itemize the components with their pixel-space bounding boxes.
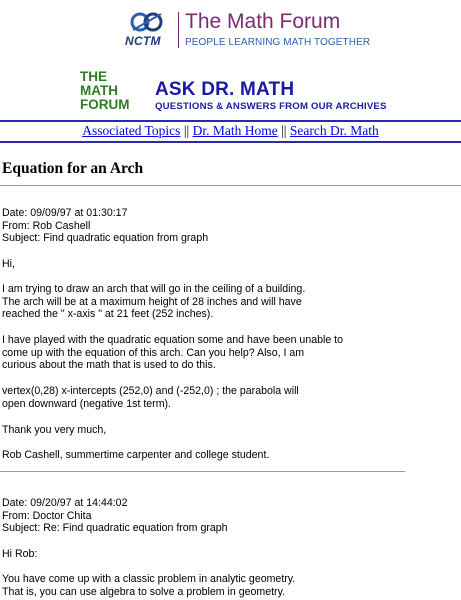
text-line: come up with the equation of this arch. Can you help? Also, I am	[2, 346, 305, 359]
message-signature: Rob Cashell, summertime carpenter and college student.	[2, 449, 270, 461]
message-greeting: Hi Rob:	[2, 548, 38, 560]
message-paragraph	[2, 283, 305, 321]
message-separator	[0, 471, 405, 472]
text-line: The arch will be at a maximum height of 28 inches and will have	[2, 295, 302, 308]
logo-line: FORUM	[80, 97, 130, 112]
ask-dr-math-title[interactable]: ASK DR. MATH	[155, 79, 295, 100]
message-subject: Subject: Re: Find quadratic equation from graph	[2, 522, 228, 534]
nav-separator: ||	[281, 123, 287, 138]
math-forum-logo[interactable]	[80, 70, 150, 112]
math-forum-header[interactable]	[125, 10, 371, 50]
message-date: Date: 09/20/97 at 14:44:02	[2, 497, 128, 509]
nav-bar	[0, 123, 461, 139]
text-line: curious about the math that is used to do this.	[2, 359, 216, 371]
header-divider	[178, 12, 179, 48]
message-question	[2, 207, 208, 245]
page-title: Equation for an Arch	[2, 160, 144, 177]
nav-bottom-rule	[0, 141, 461, 143]
message-from: From: Doctor Chita	[2, 509, 92, 522]
site-title[interactable]: The Math Forum	[185, 10, 341, 33]
nav-top-rule	[0, 120, 461, 122]
nav-link-dr-math-home[interactable]: Dr. Math Home	[192, 123, 278, 138]
nav-separator: ||	[183, 123, 190, 138]
message-paragraph	[2, 573, 295, 598]
text-line: You have come up with a classic problem in analytic geometry.	[2, 573, 296, 585]
nctm-label: NCTM	[125, 34, 161, 48]
text-line: open downward (negative 1st term).	[2, 397, 171, 410]
ask-dr-math-subtitle: QUESTIONS & ANSWERS FROM OUR ARCHIVES	[155, 101, 387, 112]
text-line: I have played with the quadratic equation some and have been unable to	[2, 334, 344, 346]
title-rule	[0, 185, 461, 186]
message-paragraph	[2, 334, 343, 372]
text-line: That is, you can use algebra to solve a problem in geometry.	[2, 585, 286, 598]
text-line: I am trying to draw an arch that will go in the ceiling of a building.	[2, 283, 306, 295]
message-date: Date: 09/09/97 at 01:30:17	[2, 207, 128, 219]
logo-line: MATH	[80, 83, 118, 98]
message-answer	[2, 497, 228, 535]
nav-link-search-dr-math[interactable]: Search Dr. Math	[289, 123, 379, 138]
logo-line: THE	[80, 69, 107, 84]
message-greeting: Hi,	[2, 258, 15, 270]
text-line: vertex(0,28) x-intercepts (252,0) and (-252,0) ; the parabola will	[2, 385, 299, 397]
nav-link-associated-topics[interactable]: Associated Topics	[82, 123, 181, 138]
message-subject: Subject: Find quadratic equation from graph	[2, 232, 209, 244]
message-thanks: Thank you very much,	[2, 424, 107, 436]
site-tagline: PEOPLE LEARNING MATH TOGETHER	[185, 37, 371, 48]
message-from: From: Rob Cashell	[2, 219, 91, 232]
text-line: reached the " x-axis " at 21 feet (252 inches).	[2, 308, 214, 320]
message-paragraph	[2, 385, 299, 410]
